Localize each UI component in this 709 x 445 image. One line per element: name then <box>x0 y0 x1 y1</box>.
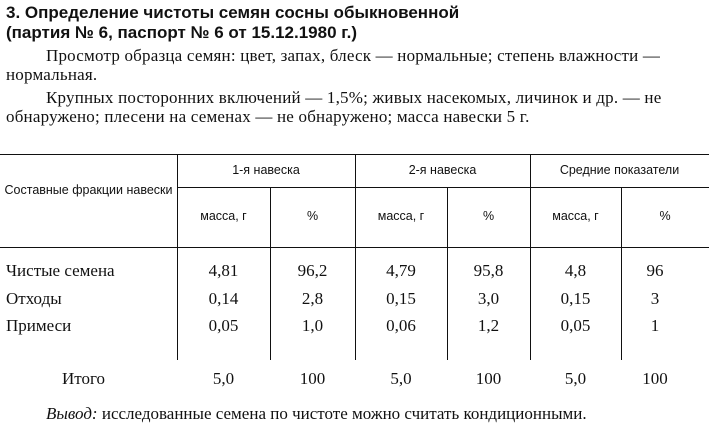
table-cell: 95,8 <box>473 261 504 280</box>
heading-line-1: 3. Определение чистоты семян сосны обыкновенной <box>6 3 460 22</box>
table-cell: 4,81 <box>208 261 239 280</box>
subheader-percent-3: % <box>659 209 671 223</box>
table-cell-total: 5,0 <box>390 369 412 388</box>
subheader-percent-1: % <box>306 209 319 223</box>
subheader-mass-3: масса, г <box>552 209 599 223</box>
row-label-waste: Отходы <box>6 289 62 308</box>
table-cell-total: 5,0 <box>564 369 587 388</box>
paragraph-inclusions <box>6 88 706 126</box>
corner-header: Составные фракции навески <box>4 183 173 197</box>
row-label-impurities: Примеси <box>6 316 72 335</box>
table-cell: 4,79 <box>386 261 416 280</box>
subheader-mass-1: масса, г <box>200 209 247 223</box>
table-cell-total: 100 <box>299 369 326 388</box>
conclusion-lead: Вывод: <box>46 404 98 423</box>
paragraph-inspection-text: Просмотр образца семян: цвет, запах, блеск — нормальные; степень влажности — нормальная. <box>6 46 661 84</box>
table-cell: 0,06 <box>386 316 416 335</box>
subheader-percent-2: % <box>482 209 495 223</box>
table-cell-total: 5,0 <box>212 369 235 388</box>
table-cell: 0,14 <box>208 289 239 308</box>
group-header-rule <box>177 187 709 188</box>
table-cell: 3,0 <box>477 289 500 308</box>
table-cell: 0,15 <box>386 289 416 308</box>
table-cell: 3 <box>650 289 660 308</box>
paragraph-inclusions-text: Крупных посторонних включений — 1,5%; живых насекомых, личинок и др. — не обнаружено; плесени на семенах — не обнаружено; масса навески 5 г. <box>6 88 662 126</box>
table-cell: 1,0 <box>301 316 324 335</box>
table-cell: 0,05 <box>560 316 591 335</box>
section-heading <box>6 3 459 43</box>
heading-line-2: (партия № 6, паспорт № 6 от 15.12.1980 г.) <box>6 23 358 42</box>
table-cell: 0,15 <box>560 289 591 308</box>
subheader-mass-2: масса, г <box>377 209 425 223</box>
table-cell: 96 <box>646 261 664 280</box>
group-header-3: Средние показатели <box>559 163 680 177</box>
row-label-total: Итого <box>62 369 106 388</box>
table-cell-total: 100 <box>475 369 502 388</box>
paragraph-inspection <box>6 46 706 84</box>
table-cell: 2,8 <box>301 289 324 308</box>
conclusion <box>6 404 706 423</box>
table-cell: 1,2 <box>477 316 500 335</box>
table-cell: 96,2 <box>297 261 328 280</box>
table-cell: 1 <box>650 316 660 335</box>
row-label-clean-seeds: Чистые семена <box>6 261 115 280</box>
table-cell: 0,05 <box>208 316 239 335</box>
group-header-2: 2-я навеска <box>408 163 477 177</box>
table-cell-total: 100 <box>642 369 668 388</box>
table-cell: 4,8 <box>564 261 587 280</box>
group-header-1: 1-я навеска <box>232 163 300 177</box>
conclusion-text: исследованные семена по чистоте можно считать кондиционными. <box>101 404 587 423</box>
